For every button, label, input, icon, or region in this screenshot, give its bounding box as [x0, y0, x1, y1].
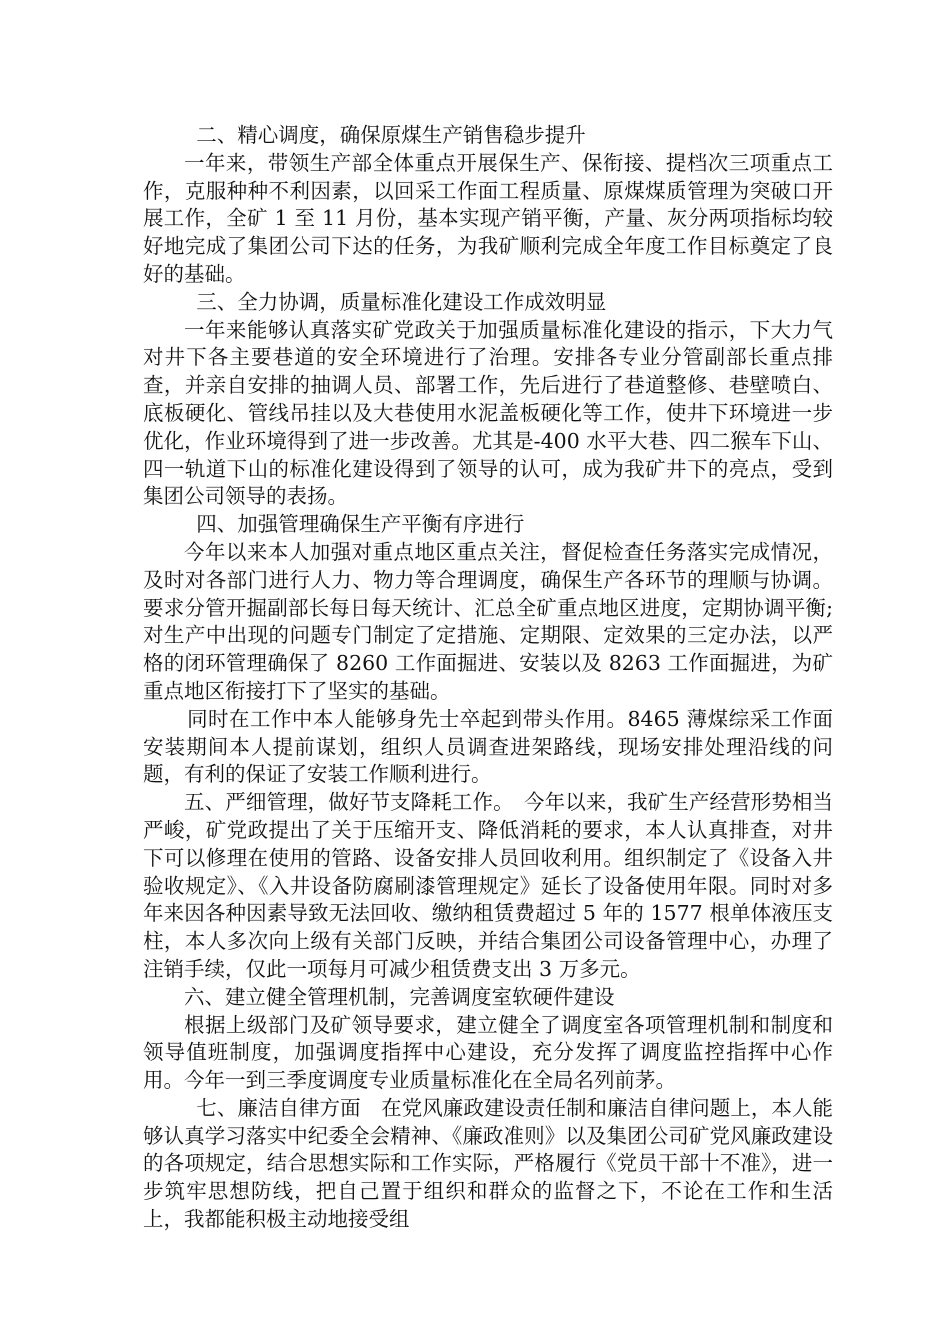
paragraph-management: 今年以来本人加强对重点地区重点关注，督促检查任务落实完成情况，及时对各部门进行人力、物力等合理调度，确保生产各环节的理顺与协调。要求分管开掘副部长每日每天统计、汇总全矿重点地区进度，定期协调平衡;对生产中出现的问题专门制定了定措施、定期限、定效果的三定办法，以严格的闭环管理确保了 8260 工作面掘进、安装以及 8263 工作面掘进，为矿重点地区衔接打下了坚实的基础。: [143, 539, 833, 703]
section-heading-3: 三、全力协调，质量标准化建设工作成效明显: [196, 289, 607, 314]
section-heading-4: 四、加强管理确保生产平衡有序进行: [196, 512, 525, 537]
paragraph-quality-standard: 一年来能够认真落实矿党政关于加强质量标准化建设的指示，下大力气对井下各主要巷道的安全环境进行了治理。安排各专业分管副部长重点排查，并亲自安排的抽调人员、部署工作，先后进行了巷道整修、巷壁喷白、底板硬化、管线吊挂以及大巷使用水泥盖板硬化等工作，使井下环境进一步优化，作业环境得到了进一步改善。尤其是-400 水平大巷、四二猴车下山、四一轨道下山的标准化建设得到了领导的认可，成为我矿井下的亮点，受到集团公司领导的表扬。: [143, 317, 833, 509]
paragraph-production: 一年来，带领生产部全体重点开展保生产、保衔接、提档次三项重点工作，克服种种不利因素，以回采工作面工程质量、原煤煤质管理为突破口开展工作，全矿 1 至 11 月份，基本实现产销平衡，产量、灰分两项指标均较好地完成了集团公司下达的任务，为我矿顺利完成全年度工作目标奠定了良好的基础。: [143, 150, 833, 286]
section-heading-6: 六、建立健全管理机制，完善调度室软硬件建设: [184, 984, 615, 1009]
document-body: [143, 122, 833, 1234]
section-heading-2: 二、精心调度，确保原煤生产销售稳步提升: [196, 123, 586, 147]
paragraph-leadership: 同时在工作中本人能够身先士卒起到带头作用。8465 薄煤综采工作面安装期间本人提前谋划，组织人员调查进架路线，现场安排处理沿线的问题，有利的保证了安装工作顺利进行。: [143, 706, 833, 787]
paragraph-dispatch-room: 根据上级部门及矿领导要求，建立健全了调度室各项管理机制和制度和领导值班制度，加强调度指挥中心建设，充分发挥了调度监控指挥中心作用。今年一到三季度调度专业质量标准化在全局名列前茅。: [143, 1012, 833, 1093]
paragraph-cost-saving: 五、严细管理，做好节支降耗工作。 今年以来，我矿生产经营形势相当严峻，矿党政提出了关于压缩开支、降低消耗的要求，本人认真排查，对井下可以修理在使用的管路、设备安排人员回收利用。组织制定了《设备入井验收规定》、《入井设备防腐刷漆管理规定》延长了设备使用年限。同时对多年来因各种因素导致无法回收、缴纳租赁费超过 5 年的 1577 根单体液压支柱，本人多次向上级有关部门反映，并结合集团公司设备管理中心，办理了注销手续，仅此一项每月可减少租赁费支出 3 万多元。: [143, 790, 833, 981]
paragraph-integrity: 七、廉洁自律方面 在党风廉政建设责任制和廉洁自律问题上，本人能够认真学习落实中纪委全会精神、《廉政准则》以及集团公司矿党风廉政建设的各项规定，结合思想实际和工作实际，严格履行《党员干部十不准》，进一步筑牢思想防线，把自己置于组织和群众的监督之下，不论在工作和生活上，我都能积极主动地接受组: [143, 1095, 833, 1232]
